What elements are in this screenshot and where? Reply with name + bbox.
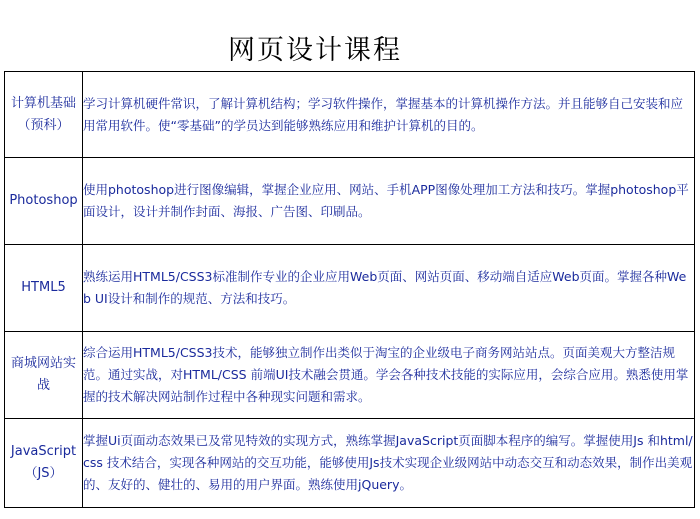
table-row [5,72,695,158]
course-name-line: （预科） [17,117,70,133]
course-description: 学习计算机硬件常识，了解计算机结构；学习软件操作，掌握基本的计算机操作方法。并且能够自己安装和应用常用软件。使“零基础”的学员达到能够熟练应用和维护计算机的目的。 [83,72,695,158]
course-name-line: 商城网站实 [10,356,76,371]
course-description: 掌握Ui页面动态效果已及常见特效的实现方式，熟练掌握JavaScript页面脚本程序的编写。掌握使用Js 和html/css 技术结合，实现各种网站的交互功能，能够使用Js技术实现企业级网站中动态交互和动态效果，制作出美观的、友好的、健壮的、易用的用户界面。熟练使用jQuery。 [83,419,695,508]
table-row [5,419,695,508]
course-description: 熟练运用HTML5/CSS3标准制作专业的企业应用Web页面、网站页面、移动端自适应Web页面。掌握各种Web UI设计和制作的规范、方法和技巧。 [83,245,695,332]
course-name-cell [5,72,83,158]
course-name-line: （JS） [24,466,63,481]
course-name-cell [5,419,83,508]
table-row [5,245,695,332]
table-row [5,332,695,419]
table-row [5,158,695,245]
course-name-line: Photoshop [9,193,78,208]
course-description: 使用photoshop进行图像编辑，掌握企业应用、网站、手机APP图像处理加工方法和技巧。掌握photoshop平面设计，设计并制作封面、海报、广告图、印刷品。 [83,158,695,245]
course-name-line: JavaScript [10,444,77,459]
course-name-cell [5,332,83,419]
course-name-cell [5,158,83,245]
course-description: 综合运用HTML5/CSS3技术，能够独立制作出类似于淘宝的企业级电子商务网站站点。页面美观大方整洁规范。通过实战，对HTML/CSS 前端UI技术融会贯通。学会各种技术技能的实际应用，会综合应用。熟悉使用掌握的技术解决网站制作过程中各种现实问题和需求。 [83,332,695,419]
course-name-line: HTML5 [21,280,66,295]
page-title: 网页设计课程 [228,35,402,66]
course-table [4,71,695,508]
course-name-line: 战 [36,378,50,393]
course-name-cell [5,245,83,332]
course-name-line: 计算机基础 [10,95,76,111]
